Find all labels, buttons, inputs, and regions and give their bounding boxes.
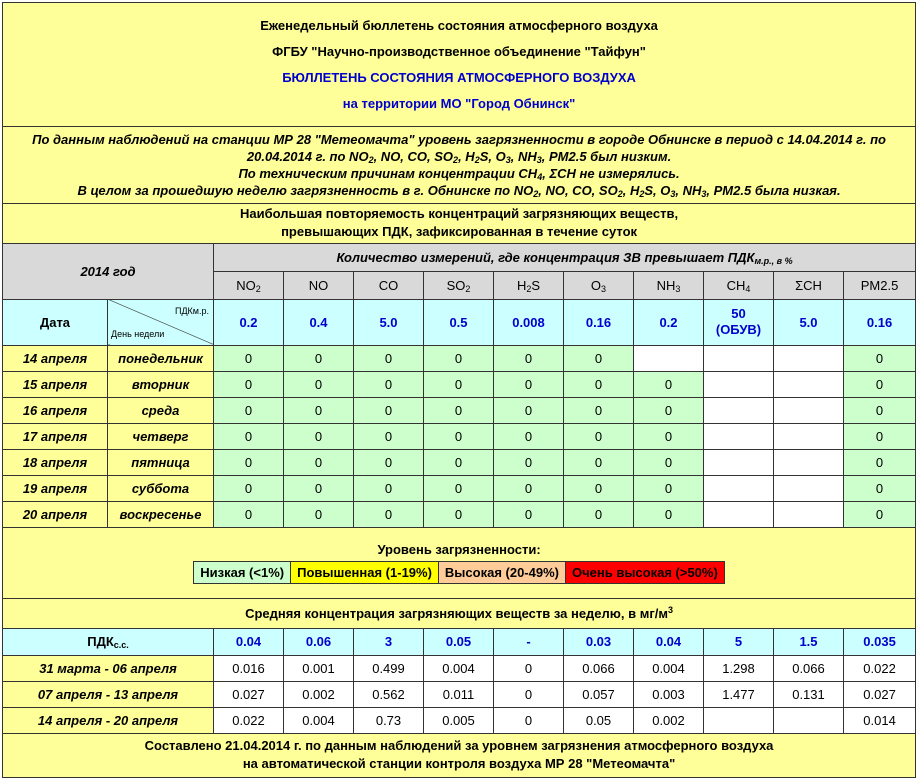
avg-value: 0.004 xyxy=(634,655,704,681)
pdk-ss-value: 0.06 xyxy=(284,628,354,655)
avg-value: 0.499 xyxy=(354,655,424,681)
freq-value: 0 xyxy=(354,345,424,371)
freq-value: 0 xyxy=(424,476,494,502)
freq-value xyxy=(774,424,844,450)
freq-value: 0 xyxy=(564,476,634,502)
avg-value: 0.066 xyxy=(564,655,634,681)
freq-row xyxy=(3,424,916,450)
legend-table xyxy=(193,561,725,584)
freq-value: 0 xyxy=(634,476,704,502)
freq-value: 0 xyxy=(354,424,424,450)
freq-value: 0 xyxy=(564,424,634,450)
freq-value: 0 xyxy=(284,450,354,476)
freq-value: 0 xyxy=(844,424,916,450)
pollutant-header: $CH_4$ xyxy=(704,271,774,299)
freq-value: 0 xyxy=(214,345,284,371)
freq-value xyxy=(774,450,844,476)
avg-value: 0.562 xyxy=(354,681,424,707)
legend-item: Повышенная (1-19%) xyxy=(291,561,439,583)
legend-title: Уровень загрязненности: xyxy=(377,541,541,557)
freq-value: 0 xyxy=(634,398,704,424)
pdk-mr-value: 0.008 xyxy=(494,299,564,345)
pdk-mr-value: 0.16 xyxy=(564,299,634,345)
freq-date: 18 апреля xyxy=(3,450,108,476)
freq-row xyxy=(3,502,916,528)
avg-value: 0 xyxy=(494,681,564,707)
avg-value: 0.002 xyxy=(284,681,354,707)
freq-weekday: четверг xyxy=(108,424,214,450)
freq-value: 0 xyxy=(354,476,424,502)
bulletin-table xyxy=(2,2,916,778)
freq-value: 0 xyxy=(494,502,564,528)
pollutant-header: PM2.5 xyxy=(844,271,916,299)
freq-weekday: среда xyxy=(108,398,214,424)
avg-value: 0.001 xyxy=(284,655,354,681)
avg-row xyxy=(3,707,916,733)
freq-value: 0 xyxy=(634,371,704,397)
avg-value: 0.016 xyxy=(214,655,284,681)
pdk-ss-row xyxy=(3,628,916,655)
avg-period: 14 апреля - 20 апреля xyxy=(3,707,214,733)
avg-value: 0.003 xyxy=(634,681,704,707)
count-label: Количество измерений, где концентрация ЗВ превышает $ПДК_{м.р., в \%}$ xyxy=(214,243,916,271)
freq-value: 0 xyxy=(844,345,916,371)
pdk-mr-ch4-note: (ОБУВ) xyxy=(715,322,762,338)
pdk-ss-value: 0.04 xyxy=(634,628,704,655)
avg-value: 0.004 xyxy=(424,655,494,681)
pdk-mr-value: 0.2 xyxy=(634,299,704,345)
freq-date: 16 апреля xyxy=(3,398,108,424)
freq-value xyxy=(704,345,774,371)
avg-value: 0.004 xyxy=(284,707,354,733)
freq-value xyxy=(704,371,774,397)
avg-value: 0.005 xyxy=(424,707,494,733)
freq-value: 0 xyxy=(564,371,634,397)
legend-item: Очень высокая (>50%) xyxy=(565,561,724,583)
freq-weekday: понедельник xyxy=(108,345,214,371)
freq-weekday: пятница xyxy=(108,450,214,476)
freq-row xyxy=(3,398,916,424)
freq-value xyxy=(774,398,844,424)
avg-row xyxy=(3,655,916,681)
freq-value: 0 xyxy=(494,345,564,371)
legend-item: Высокая (20-49%) xyxy=(438,561,565,583)
freq-value: 0 xyxy=(214,371,284,397)
freq-value xyxy=(774,502,844,528)
pollutant-header: NO xyxy=(284,271,354,299)
avg-value: 0.027 xyxy=(214,681,284,707)
date-label: Дата xyxy=(3,299,108,345)
freq-value: 0 xyxy=(354,502,424,528)
header-line-2: ФГБУ "Научно-производственное объединение "Тайфун" xyxy=(272,43,646,59)
freq-row xyxy=(3,450,916,476)
pdk-day-diagonal-cell xyxy=(108,299,214,345)
freq-row xyxy=(3,345,916,371)
freq-value xyxy=(774,476,844,502)
freq-value: 0 xyxy=(284,345,354,371)
pdk-ss-value: 3 xyxy=(354,628,424,655)
freq-weekday: вторник xyxy=(108,371,214,397)
summary-line-4: В целом за прошедшую неделю загрязненность в г. Обнинске по $NO_2$, NO, CO, $SO_2$, $H_2S$, $O_3$, $NH_3$, PM2.5 была низкая. xyxy=(77,182,841,199)
pdk-ss-value: 0.05 xyxy=(424,628,494,655)
avg-value xyxy=(774,707,844,733)
freq-date: 15 апреля xyxy=(3,371,108,397)
freq-value: 0 xyxy=(494,398,564,424)
diag-bottom-label: День недели xyxy=(111,328,165,339)
pdk-ss-value: 0.03 xyxy=(564,628,634,655)
pdk-ss-value: - xyxy=(494,628,564,655)
freq-value: 0 xyxy=(284,476,354,502)
avg-value: 0.066 xyxy=(774,655,844,681)
freq-value: 0 xyxy=(634,502,704,528)
pdk-mr-value: 0.2 xyxy=(214,299,284,345)
legend-item: Низкая (<1%) xyxy=(194,561,291,583)
freq-value: 0 xyxy=(564,398,634,424)
freq-date: 20 апреля xyxy=(3,502,108,528)
avg-value xyxy=(704,707,774,733)
avg-value: 0.057 xyxy=(564,681,634,707)
avg-value: 0.027 xyxy=(844,681,916,707)
diag-top-label: ПДКм.р. xyxy=(174,305,209,316)
avg-value: 0.05 xyxy=(564,707,634,733)
pdk-mr-value: 0.4 xyxy=(284,299,354,345)
pdk-mr-row xyxy=(3,299,916,345)
freq-value: 0 xyxy=(284,502,354,528)
freq-value xyxy=(704,424,774,450)
avg-value: 0.014 xyxy=(844,707,916,733)
freq-value xyxy=(704,398,774,424)
freq-weekday: воскресенье xyxy=(108,502,214,528)
avg-value: 0 xyxy=(494,655,564,681)
header-line-1: Еженедельный бюллетень состояния атмосферного воздуха xyxy=(260,17,658,33)
freq-value: 0 xyxy=(494,450,564,476)
freq-date: 14 апреля xyxy=(3,345,108,371)
freq-section-title: Наибольшая повторяемость концентраций загрязняющих веществ, превышающих ПДК, зафиксированная в течение суток xyxy=(3,203,916,243)
freq-value: 0 xyxy=(214,424,284,450)
pdk-mr-value: 5.0 xyxy=(354,299,424,345)
pdk-ss-value: 0.04 xyxy=(214,628,284,655)
freq-value: 0 xyxy=(284,424,354,450)
freq-value: 0 xyxy=(634,450,704,476)
freq-value: 0 xyxy=(424,450,494,476)
header-line-3: БЮЛЛЕТЕНЬ СОСТОЯНИЯ АТМОСФЕРНОГО ВОЗДУХА xyxy=(282,69,636,85)
freq-value: 0 xyxy=(844,502,916,528)
freq-value xyxy=(774,345,844,371)
freq-value: 0 xyxy=(564,502,634,528)
freq-value: 0 xyxy=(424,398,494,424)
freq-value: 0 xyxy=(284,398,354,424)
summary-line-1: По данным наблюдений на станции МР 28 "Метеомачта" уровень загрязненности в городе Обнинске в период с 14.04.2014 г. по xyxy=(32,131,886,147)
freq-value: 0 xyxy=(354,398,424,424)
freq-value: 0 xyxy=(634,424,704,450)
freq-value: 0 xyxy=(214,502,284,528)
summary-line-2: 20.04.2014 г. по $NO_2$, NO, CO, $SO_2$, $H_2S$, $O_3$, $NH_3$, PM2.5 был низким. xyxy=(246,148,672,165)
pdk-mr-value: 0.5 xyxy=(424,299,494,345)
avg-section-title: Средняя концентрация загрязняющих веществ за неделю, в $мг/м^3$ xyxy=(3,598,916,628)
freq-value: 0 xyxy=(564,450,634,476)
freq-value xyxy=(774,371,844,397)
summary-line-3: По техническим причинам концентрации $CH_4$, ΣCH не измерялись. xyxy=(238,165,680,182)
freq-value: 0 xyxy=(354,450,424,476)
pdk-mr-ch4-value: 50 xyxy=(731,306,746,322)
freq-value: 0 xyxy=(844,398,916,424)
freq-value: 0 xyxy=(424,345,494,371)
freq-value: 0 xyxy=(284,371,354,397)
pollutant-header: $H_2S$ xyxy=(494,271,564,299)
pollutant-header: $SO_2$ xyxy=(424,271,494,299)
pdk-ss-label: $ПДК_{с.с.}$ xyxy=(3,628,214,655)
avg-value: 0.011 xyxy=(424,681,494,707)
freq-value: 0 xyxy=(844,371,916,397)
footer-note: Составлено 21.04.2014 г. по данным наблюдений за уровнем загрязнения атмосферного воздуха на автоматической станции контроля воздуха МР 28 "Метеомачта" xyxy=(3,733,916,777)
freq-date: 17 апреля xyxy=(3,424,108,450)
pollutant-header: $NH_3$ xyxy=(634,271,704,299)
freq-value: 0 xyxy=(424,371,494,397)
freq-row xyxy=(3,476,916,502)
avg-period: 31 марта - 06 апреля xyxy=(3,655,214,681)
summary-block xyxy=(3,127,916,203)
avg-value: 0 xyxy=(494,707,564,733)
pollutant-header: $O_3$ xyxy=(564,271,634,299)
freq-value: 0 xyxy=(424,502,494,528)
pdk-ss-value: 1.5 xyxy=(774,628,844,655)
freq-table-body xyxy=(3,345,916,527)
freq-row xyxy=(3,371,916,397)
freq-value: 0 xyxy=(494,371,564,397)
freq-value: 0 xyxy=(424,424,494,450)
freq-value xyxy=(634,345,704,371)
freq-value: 0 xyxy=(214,476,284,502)
avg-period: 07 апреля - 13 апреля xyxy=(3,681,214,707)
avg-value: 0.022 xyxy=(214,707,284,733)
avg-value: 0.022 xyxy=(844,655,916,681)
pdk-ss-value: 5 xyxy=(704,628,774,655)
bulletin-header xyxy=(3,3,916,127)
freq-value: 0 xyxy=(354,371,424,397)
pdk-mr-value: 0.16 xyxy=(844,299,916,345)
freq-value: 0 xyxy=(564,345,634,371)
freq-value xyxy=(704,450,774,476)
pdk-ss-value: 0.035 xyxy=(844,628,916,655)
header-line-4: на территории МО "Город Обнинск" xyxy=(342,95,576,111)
legend-block xyxy=(3,528,916,598)
pollutant-header: CO xyxy=(354,271,424,299)
avg-value: 1.477 xyxy=(704,681,774,707)
avg-value: 0.73 xyxy=(354,707,424,733)
pollutant-header: $NO_2$ xyxy=(214,271,284,299)
avg-value: 0.131 xyxy=(774,681,844,707)
avg-row xyxy=(3,681,916,707)
pdk-mr-value xyxy=(704,299,774,345)
freq-value xyxy=(704,476,774,502)
freq-value xyxy=(704,502,774,528)
freq-value: 0 xyxy=(494,424,564,450)
freq-weekday: суббота xyxy=(108,476,214,502)
year-label: 2014 год xyxy=(3,243,214,299)
avg-table-body xyxy=(3,655,916,733)
freq-date: 19 апреля xyxy=(3,476,108,502)
avg-value: 1.298 xyxy=(704,655,774,681)
freq-value: 0 xyxy=(844,476,916,502)
freq-value: 0 xyxy=(494,476,564,502)
freq-value: 0 xyxy=(214,450,284,476)
avg-value: 0.002 xyxy=(634,707,704,733)
freq-value: 0 xyxy=(844,450,916,476)
freq-value: 0 xyxy=(214,398,284,424)
pollutant-header: ΣCH xyxy=(774,271,844,299)
pdk-mr-value: 5.0 xyxy=(774,299,844,345)
